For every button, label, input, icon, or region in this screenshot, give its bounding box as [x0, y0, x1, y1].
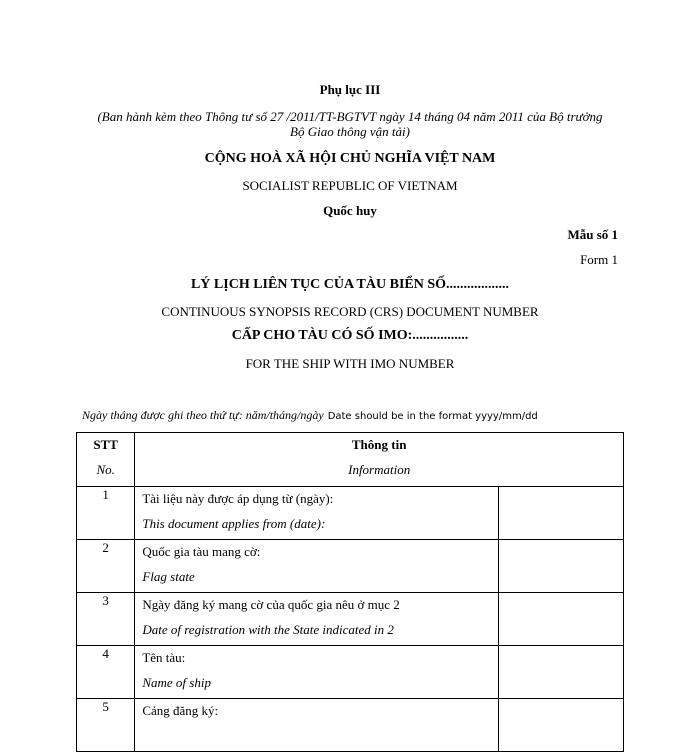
document-title-vn: LÝ LỊCH LIÊN TỤC CỦA TÀU BIỂN SỐ..................: [190, 277, 510, 292]
row-value-cell[interactable]: [499, 699, 624, 752]
row-label-vn: Ngày đăng ký mang cờ của quốc gia nêu ở mục 2: [142, 597, 400, 612]
row-label: [135, 646, 499, 699]
header-info-en: Information: [348, 462, 411, 477]
row-value-cell[interactable]: [499, 646, 624, 699]
national-emblem-label: Quốc huy: [323, 203, 377, 218]
row-label-en: This document applies from (date):: [142, 516, 326, 531]
row-label: [135, 699, 499, 752]
row-value-cell[interactable]: [499, 593, 624, 646]
header-info-vn: Thông tin: [351, 437, 407, 452]
row-label-en: Date of registration with the State indicated in 2: [142, 622, 394, 637]
row-number: 4: [77, 646, 135, 699]
row-number: 5: [77, 699, 135, 752]
date-format-note-vn: Ngày tháng được ghi theo thứ tự: năm/tháng/ngày: [82, 408, 324, 422]
row-number: 3: [77, 593, 135, 646]
row-label: [135, 593, 499, 646]
row-label-vn: Tên tàu:: [142, 650, 186, 665]
row-value-cell[interactable]: [499, 540, 624, 593]
appendix-label: Phụ lục III: [319, 82, 381, 97]
form-number-en: Form 1: [580, 252, 618, 267]
row-label-en: Flag state: [142, 569, 195, 584]
table-header-row: [77, 433, 624, 487]
header-no-cell: [77, 433, 135, 487]
row-value-cell[interactable]: [499, 487, 624, 540]
table-row: [77, 540, 624, 593]
table-row: [77, 699, 624, 752]
header-no-vn: STT: [93, 437, 118, 452]
header-no-en: No.: [96, 462, 115, 477]
row-label: [135, 487, 499, 540]
issued-note: (Ban hành kèm theo Thông tư số 27 /2011/TT-BGTVT ngày 14 tháng 04 năm 2011 của Bộ trưởng Bộ Giao thông vận tải): [97, 109, 603, 139]
table-row: [77, 646, 624, 699]
republic-name-en: SOCIALIST REPUBLIC OF VIETNAM: [242, 178, 458, 193]
row-label-vn: Tài liệu này được áp dụng từ (ngày):: [142, 491, 334, 506]
imo-line-en: FOR THE SHIP WITH IMO NUMBER: [245, 356, 455, 371]
imo-line-vn: CẤP CHO TÀU CÓ SỐ IMO:................: [231, 328, 469, 343]
date-format-note: [82, 408, 538, 423]
row-label: [135, 540, 499, 593]
republic-name-vn: CỘNG HOÀ XÃ HỘI CHỦ NGHĨA VIỆT NAM: [204, 151, 496, 166]
row-label-en: Name of ship: [142, 675, 211, 690]
row-number: 2: [77, 540, 135, 593]
row-number: 1: [77, 487, 135, 540]
row-label-vn: Quốc gia tàu mang cờ:: [142, 544, 261, 559]
document-title-en: CONTINUOUS SYNOPSIS RECORD (CRS) DOCUMENT NUMBER: [161, 304, 539, 319]
table-row: [77, 487, 624, 540]
row-label-vn: Cảng đăng ký:: [142, 703, 219, 718]
table-row: [77, 593, 624, 646]
form-number-vn: Mẫu số 1: [567, 227, 618, 242]
header-info-cell: [135, 433, 624, 487]
csr-table: [76, 432, 624, 752]
date-format-note-en: Date should be in the format yyyy/mm/dd: [327, 411, 538, 422]
